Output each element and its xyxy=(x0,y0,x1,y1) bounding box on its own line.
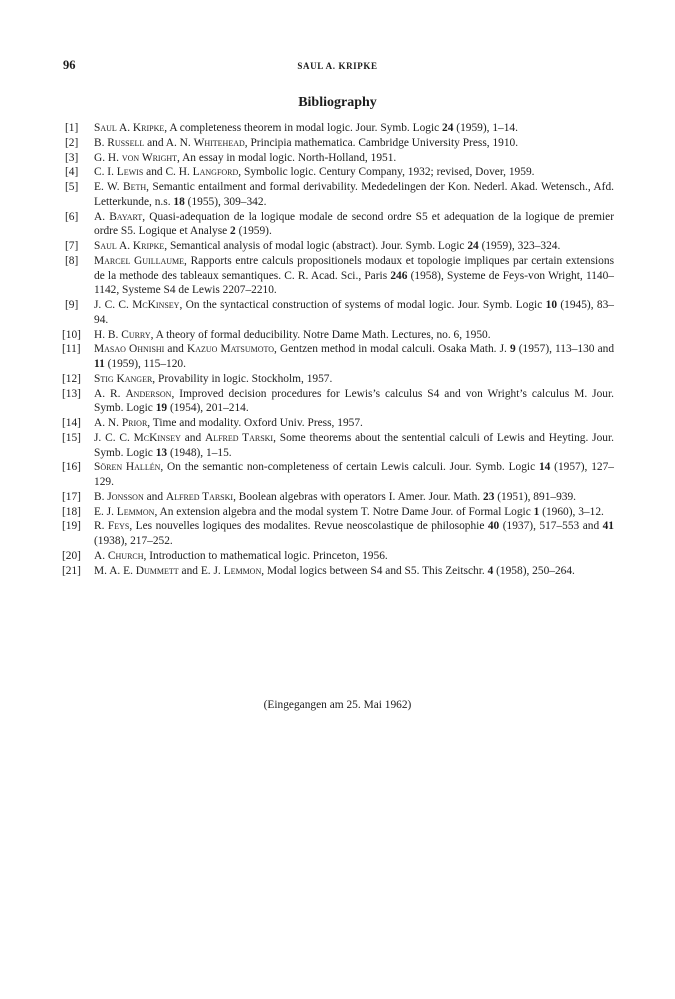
citation-text: (1954), 201–214. xyxy=(167,402,249,415)
entry-number: [12] xyxy=(62,372,81,385)
citation-text: , Some theorems about the sentential calculi of Lewis and Heyting. Jour. Symb. Logic xyxy=(94,431,614,459)
citation-text: (1958), 250–264. xyxy=(493,564,575,577)
citation-text: B. xyxy=(94,136,108,149)
entry-number: [9] xyxy=(65,299,79,311)
bibliography-entry xyxy=(62,210,614,240)
citation-text: , Principia mathematica. Cambridge University Press, 1910. xyxy=(244,136,519,149)
citation-text: , Les nouvelles logiques des modalites. Revue neoscolastique de philosophie xyxy=(129,520,488,533)
citation-text: (1958), Systeme de Feys-von Wright, 1140–1142, Systeme S4 de Lewis 2207–2210. xyxy=(94,269,614,297)
section-title: Bibliography xyxy=(298,95,377,110)
citation-text: (1937), 517–553 and xyxy=(499,520,603,533)
citation-text: , On the syntactical construction of systems of modal logic. Jour. Symb. Logic xyxy=(179,299,546,311)
bibliography-entry xyxy=(62,298,614,328)
volume-number: 23 xyxy=(483,490,495,503)
citation-text: (1945), 83–94. xyxy=(94,299,615,326)
volume-number: 2 xyxy=(230,225,236,238)
volume-number: 18 xyxy=(173,195,185,208)
citation-text: and C. H. xyxy=(143,166,193,179)
author-name: McKinsey xyxy=(133,431,181,444)
entry-number: [3] xyxy=(65,151,79,164)
citation-text: and A. N. xyxy=(144,136,194,149)
volume-number: 246 xyxy=(390,269,408,282)
citation-text: , Gentzen method in modal calculi. Osaka Math. J. xyxy=(274,343,510,356)
bibliography-entry xyxy=(62,387,614,417)
citation-text: G. H. xyxy=(94,151,122,164)
citation-text: J. C. C. xyxy=(94,299,133,311)
bibliography-entry xyxy=(62,549,614,564)
citation-text: R. xyxy=(94,520,108,533)
bibliography-entry xyxy=(62,254,614,298)
bibliography-entry xyxy=(62,460,614,490)
entry-number: [8] xyxy=(65,254,79,267)
bibliography-entry xyxy=(62,121,614,136)
citation-text: E. W. xyxy=(94,181,123,193)
citation-text: , Semantical analysis of modal logic (abstract). Jour. Symb. Logic xyxy=(164,240,468,252)
author-name: Prior xyxy=(121,417,148,429)
citation-text: E. J. xyxy=(94,505,117,518)
author-name: Russell xyxy=(107,136,145,149)
entry-number: [5] xyxy=(65,181,79,193)
citation-text: (1957), 127–129. xyxy=(94,461,614,488)
citation-text: (1960), 3–12. xyxy=(539,505,604,518)
entry-number: [7] xyxy=(65,240,79,252)
volume-number: 24 xyxy=(467,240,479,252)
citation-text: , An extension algebra and the modal system T. Notre Dame Jour. of Formal Logic xyxy=(154,505,534,518)
bibliography-entry xyxy=(62,505,614,520)
entry-number: [20] xyxy=(62,549,81,562)
citation-text: M. A. E. xyxy=(94,564,136,577)
entry-number: [13] xyxy=(62,387,81,400)
author-name: Bayart xyxy=(109,210,143,223)
entry-number: [21] xyxy=(62,564,81,577)
author-name: Jonsson xyxy=(107,490,144,503)
citation-text: C. I. xyxy=(94,166,117,179)
author-name: Saul A. Kripke xyxy=(94,122,165,134)
volume-number: 14 xyxy=(538,461,551,474)
volume-number: 1 xyxy=(533,505,540,518)
entry-number: [14] xyxy=(62,417,81,429)
entry-number: [18] xyxy=(62,505,81,518)
citation-text: (1957), 113–130 and xyxy=(515,343,615,356)
author-name: Church xyxy=(107,549,144,562)
citation-text: , An essay in modal logic. North-Holland, 1951. xyxy=(177,151,397,164)
author-name: Stig Kanger xyxy=(94,372,153,385)
author-name: Whitehead xyxy=(193,136,245,149)
citation-text: , Semantic entailment and formal derivability. Mededelingen der Kon. Nederl. Akad. Wetensch., Afd. Letterkunde, n.s. xyxy=(94,181,614,208)
citation-text: J. C. C. xyxy=(94,431,134,444)
author-name: Feys xyxy=(107,520,130,533)
page-number: 96 xyxy=(63,58,76,72)
citation-text: A. xyxy=(94,210,110,223)
bibliography-entry xyxy=(62,490,614,505)
citation-text: , Boolean algebras with operators I. Amer. Jour. Math. xyxy=(233,490,483,503)
bibliography-entry xyxy=(62,328,614,343)
author-name: Alfred Tarski xyxy=(204,431,274,444)
citation-text: , Rapports entre calculs propositionels modaux et topologie impliques par certain extensions de la methode des tableaux semantiques. C. R. Acad. Sci., Paris xyxy=(94,254,614,282)
citation-text: and E. J. xyxy=(178,564,224,577)
volume-number: 13 xyxy=(155,446,168,459)
citation-text: (1959), 115–120. xyxy=(104,358,186,370)
volume-number: 9 xyxy=(509,343,516,356)
author-name: Sören Hallén xyxy=(94,461,161,474)
citation-text: and xyxy=(143,490,166,503)
citation-text: A. R. xyxy=(94,387,126,400)
author-name: Masao Ohnishi xyxy=(94,343,165,356)
citation-text: (1955), 309–342. xyxy=(184,195,267,208)
running-head: SAUL A. KRIPKE xyxy=(297,61,378,71)
citation-text: and xyxy=(180,431,205,444)
bibliography-entry xyxy=(62,165,614,180)
citation-text: , Provability in logic. Stockholm, 1957. xyxy=(152,372,333,385)
entry-number: [19] xyxy=(62,520,81,533)
bibliography-entry xyxy=(62,342,614,372)
entry-number: [2] xyxy=(65,136,79,149)
citation-text: , Improved decision procedures for Lewis’s calculus S4 and von Wright’s calculus M. Jour. Symb. Logic xyxy=(94,387,614,415)
citation-text: , A theory of formal deducibility. Notre Dame Math. Lectures, no. 6, 1950. xyxy=(150,328,491,341)
bibliography-entry xyxy=(62,372,614,387)
citation-text: , Quasi-adequation de la logique modale de second ordre S5 et adequation de la logique de premier ordre S5. Logique et Analyse xyxy=(94,210,614,238)
citation-text: , Modal logics between S4 and S5. This Zeitschr. xyxy=(261,564,488,577)
author-name: Kazuo Matsumoto xyxy=(186,343,275,356)
citation-text: , A completeness theorem in modal logic. Jour. Symb. Logic xyxy=(164,122,443,134)
author-name: von Wright xyxy=(121,151,178,164)
citation-text: (1959), 323–324. xyxy=(478,240,561,252)
volume-number: 10 xyxy=(545,299,558,311)
citation-text: A. N. xyxy=(94,417,122,429)
author-name: Marcel Guillaume xyxy=(94,254,185,267)
citation-text: , Symbolic logic. Century Company, 1932; revised, Dover, 1959. xyxy=(238,166,535,179)
volume-number: 40 xyxy=(487,520,500,533)
author-name: Langford xyxy=(192,166,239,179)
author-name: Curry xyxy=(121,328,151,341)
bibliography-list xyxy=(62,121,614,578)
citation-text: (1951), 891–939. xyxy=(494,490,577,503)
entry-number: [15] xyxy=(62,431,81,444)
volume-number: 11 xyxy=(94,358,105,370)
author-name: Lemmon xyxy=(223,564,262,577)
received-date-note: (Eingegangen am 25. Mai 1962) xyxy=(263,699,412,711)
entry-number: [1] xyxy=(65,122,79,134)
entry-number: [10] xyxy=(62,328,81,341)
author-name: Lewis xyxy=(116,166,144,179)
volume-number: 4 xyxy=(487,564,494,577)
entry-number: [11] xyxy=(62,343,81,356)
citation-text: (1938), 217–252. xyxy=(94,535,173,547)
entry-number: [6] xyxy=(65,210,79,223)
citation-text: and xyxy=(164,343,187,356)
volume-number: 19 xyxy=(155,402,168,415)
bibliography-entry xyxy=(62,519,614,549)
citation-text: B. xyxy=(94,490,108,503)
author-name: Saul A. Kripke xyxy=(94,240,165,252)
author-name: Lemmon xyxy=(116,505,155,518)
bibliography-entry xyxy=(62,136,614,151)
citation-text: , On the semantic non-completeness of certain Lewis calculi. Jour. Symb. Logic xyxy=(160,461,539,474)
entry-number: [4] xyxy=(65,166,79,179)
bibliography-entry xyxy=(62,151,614,166)
author-name: Dummett xyxy=(135,564,179,577)
citation-text: (1948), 1–15. xyxy=(167,446,232,459)
citation-text: (1959), 1–14. xyxy=(453,122,518,134)
author-name: McKinsey xyxy=(132,299,180,311)
volume-number: 24 xyxy=(442,122,454,134)
citation-text: H. B. xyxy=(94,328,122,341)
author-name: Alfred Tarski xyxy=(165,490,234,503)
citation-text: (1959). xyxy=(235,225,272,238)
entry-number: [16] xyxy=(62,461,81,474)
citation-text: , Introduction to mathematical logic. Princeton, 1956. xyxy=(143,549,388,562)
citation-text: , Time and modality. Oxford Univ. Press, 1957. xyxy=(147,417,363,429)
bibliography-entry xyxy=(62,416,614,431)
author-name: Anderson xyxy=(125,387,172,400)
bibliography-entry xyxy=(62,180,614,210)
author-name: Beth xyxy=(122,181,147,193)
bibliography-entry xyxy=(62,564,614,579)
bibliography-entry xyxy=(62,431,614,461)
volume-number: 41 xyxy=(602,520,614,533)
bibliography-entry xyxy=(62,239,614,254)
entry-number: [17] xyxy=(62,490,81,503)
citation-text: A. xyxy=(94,549,108,562)
